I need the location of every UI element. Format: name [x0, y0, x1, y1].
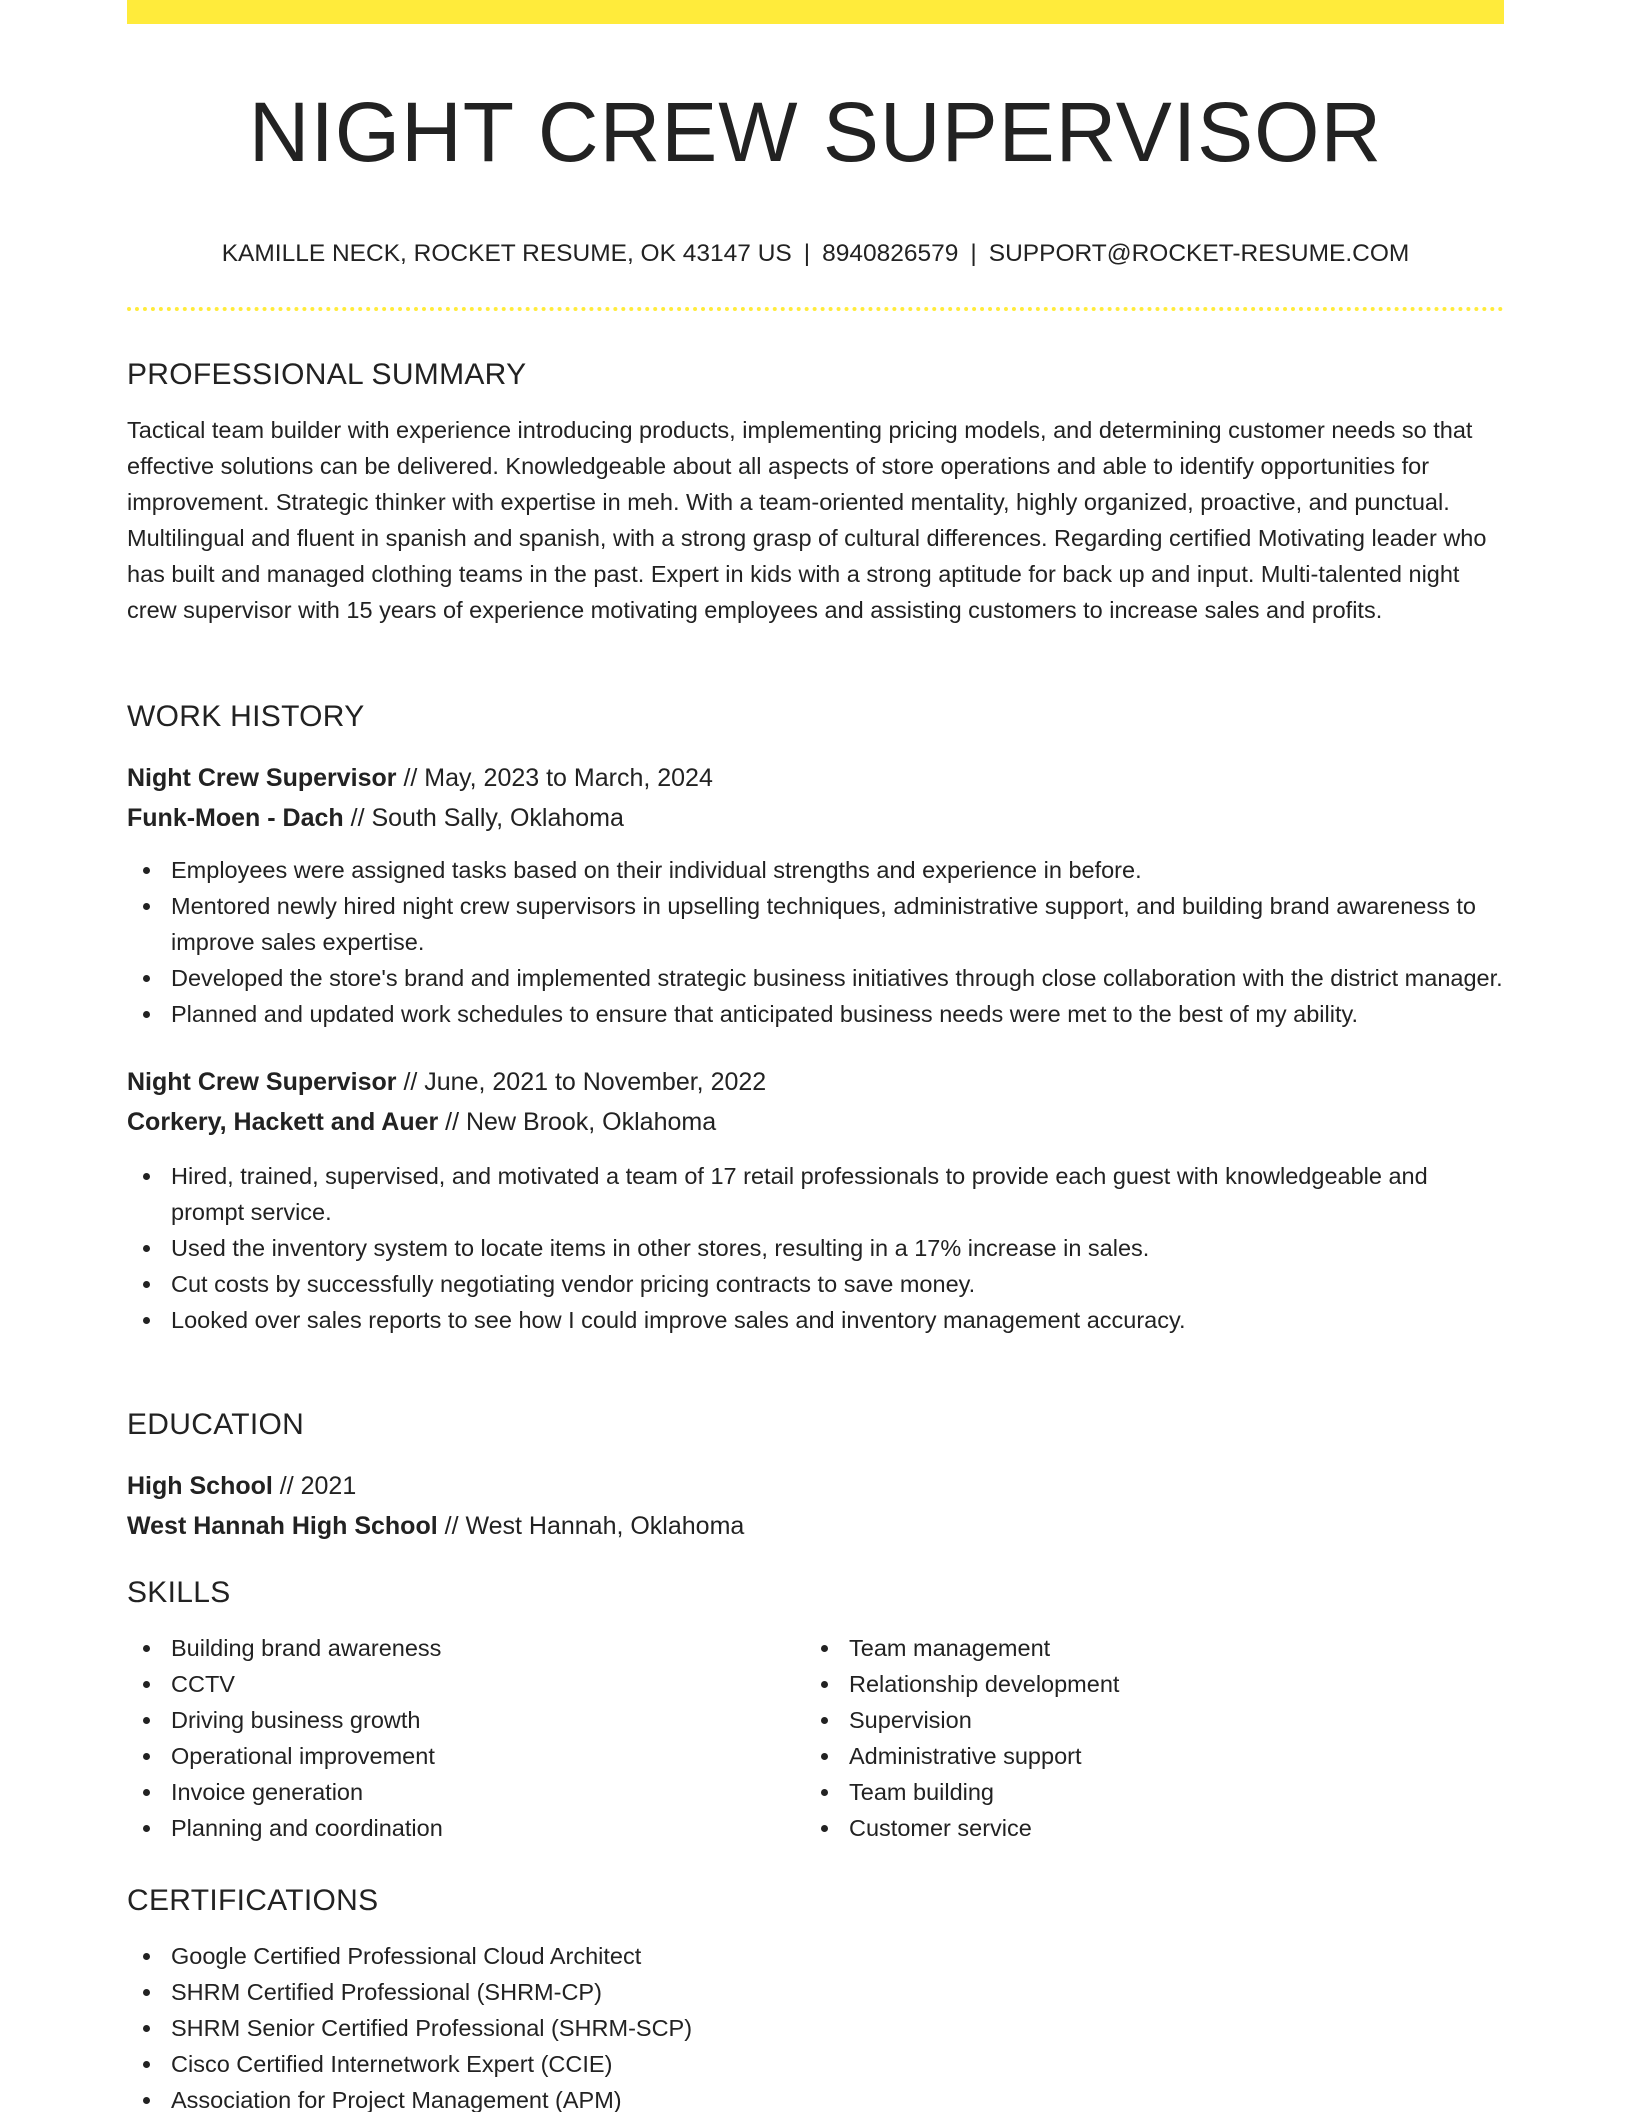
section-title: EDUCATION [127, 1408, 305, 1441]
list-item: Planned and updated work schedules to ensure that anticipated business needs were met to the best of my ability. [127, 996, 1504, 1032]
list-item: Supervision [805, 1702, 1483, 1738]
education-school-line [127, 1506, 1504, 1546]
list-item: Developed the store's brand and implemented strategic business initiatives through close collaboration with the district manager. [127, 960, 1504, 996]
contact-separator: | [803, 240, 811, 267]
list-item: Driving business growth [127, 1702, 805, 1738]
list-item: Customer service [805, 1810, 1483, 1846]
job-title-line [127, 1062, 1504, 1102]
education-school: West Hannah High School [127, 1512, 438, 1540]
job-title-line [127, 758, 1504, 798]
list-item: Relationship development [805, 1666, 1483, 1702]
list-item: Association for Project Management (APM) [127, 2082, 1504, 2112]
skills-columns [127, 1630, 1504, 1846]
job-entry [127, 1062, 1504, 1338]
job-location: // South Sally, Oklahoma [343, 804, 624, 832]
job-dates: // June, 2021 to November, 2022 [396, 1068, 767, 1096]
list-item: Administrative support [805, 1738, 1483, 1774]
job-company-line [127, 798, 1504, 838]
job-role: Night Crew Supervisor [127, 764, 397, 792]
education-section [127, 1405, 1504, 1546]
resume-title: NIGHT CREW SUPERVISOR [248, 85, 1383, 179]
job-location: // New Brook, Oklahoma [438, 1108, 717, 1136]
accent-top-bar [127, 0, 1504, 24]
skills-left-list [127, 1630, 805, 1846]
list-item: Google Certified Professional Cloud Architect [127, 1938, 1504, 1974]
list-item: Used the inventory system to locate items in other stores, resulting in a 17% increase in sales. [127, 1230, 1504, 1266]
list-item: Team management [805, 1630, 1483, 1666]
contact-address: KAMILLE NECK, ROCKET RESUME, OK 43147 US [221, 240, 792, 267]
job-bullets [127, 1158, 1504, 1338]
section-title: WORK HISTORY [127, 700, 365, 733]
work-history-section [127, 697, 1504, 1338]
list-item: Cut costs by successfully negotiating vendor pricing contracts to save money. [127, 1266, 1504, 1302]
contact-separator: | [970, 240, 977, 267]
list-item: SHRM Senior Certified Professional (SHRM-SCP) [127, 2010, 1504, 2046]
education-location: // West Hannah, Oklahoma [437, 1512, 745, 1540]
job-dates: // May, 2023 to March, 2024 [396, 764, 713, 792]
list-item: Planning and coordination [127, 1810, 805, 1846]
job-company-line [127, 1102, 1504, 1142]
summary-text: Tactical team builder with experience introducing products, implementing pricing models, and determining customer needs so that effective solutions can be delivered. Knowledgeable about all aspects of store operations and able to identify opportunities for improvement. Strategic thinker with expertise in meh. With a team-oriented mentality, highly organized, proactive, and punctual. Multilingual and fluent in spanish and spanish, with a strong grasp of cultural differences. Regarding certified Motivating leader who has built and managed clothing teams in the past. Expert in kids with a strong aptitude for back up and input. Multi-talented night crew supervisor with 15 years of experience motivating employees and assisting customers to increase sales and profits. [127, 417, 1487, 623]
education-year: // 2021 [272, 1472, 357, 1500]
job-role: Night Crew Supervisor [127, 1068, 397, 1096]
job-company: Funk-Moen - Dach [127, 804, 344, 832]
section-title: CERTIFICATIONS [127, 1884, 379, 1917]
education-degree: High School [127, 1472, 273, 1500]
list-item: CCTV [127, 1666, 805, 1702]
certifications-list [127, 1938, 1504, 2112]
list-item: Hired, trained, supervised, and motivated a team of 17 retail professionals to provide each guest with knowledgeable and prompt service. [127, 1158, 1504, 1230]
skills-section [127, 1573, 1504, 1846]
section-title: SKILLS [127, 1576, 231, 1609]
job-bullets [127, 852, 1504, 1032]
section-title: PROFESSIONAL SUMMARY [127, 358, 527, 391]
job-company: Corkery, Hackett and Auer [127, 1108, 439, 1136]
list-item: Building brand awareness [127, 1630, 805, 1666]
education-degree-line [127, 1466, 1504, 1506]
skills-right-list [805, 1630, 1483, 1846]
contact-email: SUPPORT@ROCKET-RESUME.COM [988, 240, 1410, 267]
list-item: Operational improvement [127, 1738, 805, 1774]
list-item: SHRM Certified Professional (SHRM-CP) [127, 1974, 1504, 2010]
job-entry [127, 758, 1504, 1032]
header-divider [127, 307, 1504, 311]
certifications-section [127, 1881, 1504, 2112]
contact-phone: 8940826579 [822, 240, 959, 267]
summary-section [127, 355, 1504, 628]
contact-line [127, 236, 1504, 272]
list-item: Mentored newly hired night crew supervisors in upselling techniques, administrative support, and building brand awareness to improve sales expertise. [127, 888, 1504, 960]
list-item: Looked over sales reports to see how I could improve sales and inventory management accuracy. [127, 1302, 1504, 1338]
list-item: Cisco Certified Internetwork Expert (CCIE) [127, 2046, 1504, 2082]
list-item: Employees were assigned tasks based on their individual strengths and experience in before. [127, 852, 1504, 888]
list-item: Team building [805, 1774, 1483, 1810]
list-item: Invoice generation [127, 1774, 805, 1810]
